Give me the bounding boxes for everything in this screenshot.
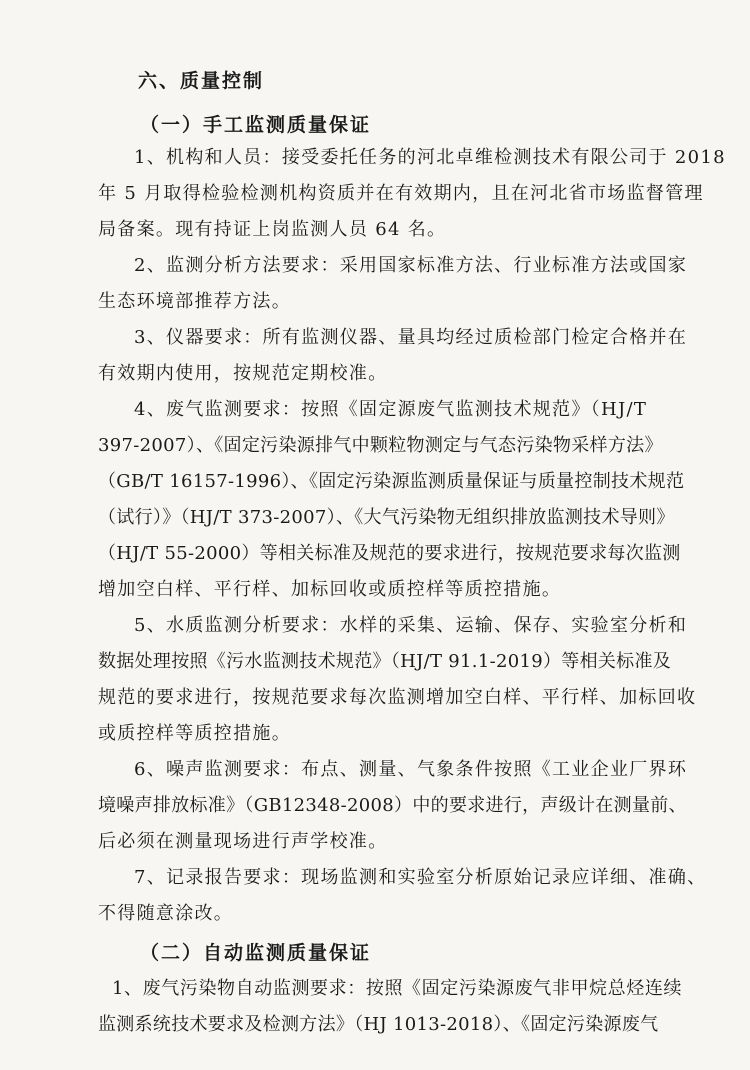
paragraph-line: 不得随意涂改。 bbox=[98, 903, 234, 924]
section-heading: 六、质量控制 bbox=[138, 70, 265, 92]
paragraph-line: 有效期内使用，按规范定期校准。 bbox=[98, 363, 388, 384]
paragraph-line: 年 5 月取得检验检测机构资质并在有效期内，且在河北省市场监督管理 bbox=[98, 183, 704, 204]
paragraph-line: 数据处理按照《污水监测技术规范》（HJ/T 91.1-2019）等相关标准及 bbox=[98, 651, 672, 672]
paragraph-line: 4、废气监测要求：按照《固定源废气监测技术规范》（HJ/T bbox=[134, 399, 648, 420]
paragraph-line: 7、记录报告要求：现场监测和实验室分析原始记录应详细、准确、 bbox=[134, 867, 707, 888]
paragraph-line: 1、废气污染物自动监测要求：按照《固定污染源废气非甲烷总烃连续 bbox=[112, 978, 683, 999]
paragraph-line: 监测系统技术要求及检测方法》（HJ 1013-2018）、《固定污染源废气 bbox=[98, 1014, 659, 1035]
paragraph-line: 后必须在测量现场进行声学校准。 bbox=[98, 831, 388, 852]
paragraph-line: （GB/T 16157-1996）、《固定污染源监测质量保证与质量控制技术规范 bbox=[98, 471, 685, 492]
subsection-heading-manual: （一）手工监测质量保证 bbox=[140, 114, 372, 136]
paragraph-line: 6、噪声监测要求：布点、测量、气象条件按照《工业企业厂界环 bbox=[134, 759, 688, 780]
paragraph-line: （试行）》（HJ/T 373-2007）、《大气污染物无组织排放监测技术导则》 bbox=[98, 507, 675, 528]
paragraph-line: 境噪声排放标准》（GB12348-2008）中的要求进行，声级计在测量前、 bbox=[98, 795, 687, 816]
paragraph-line: 规范的要求进行，按规范要求每次监测增加空白样、平行样、加标回收 bbox=[98, 687, 697, 708]
paragraph-line: 增加空白样、平行样、加标回收或质控样等质控措施。 bbox=[98, 579, 562, 600]
paragraph-line: 或质控样等质控措施。 bbox=[98, 723, 291, 744]
paragraph-line: 局备案。现有持证上岗监测人员 64 名。 bbox=[98, 219, 447, 240]
paragraph-line: 3、仪器要求：所有监测仪器、量具均经过质检部门检定合格并在 bbox=[134, 327, 688, 348]
paragraph-line: 5、水质监测分析要求：水样的采集、运输、保存、实验室分析和 bbox=[134, 615, 688, 636]
paragraph-line: （HJ/T 55-2000）等相关标准及规范的要求进行，按规范要求每次监测 bbox=[98, 543, 681, 564]
subsection-heading-auto: （二）自动监测质量保证 bbox=[140, 942, 372, 964]
paragraph-line: 2、监测分析方法要求：采用国家标准方法、行业标准方法或国家 bbox=[134, 255, 688, 276]
paragraph-line: 1、机构和人员：接受委托任务的河北卓维检测技术有限公司于 2018 bbox=[134, 147, 726, 168]
paragraph-line: 生态环境部推荐方法。 bbox=[98, 291, 291, 312]
paragraph-line: 397-2007）、《固定污染源排气中颗粒物测定与气态污染物采样方法》 bbox=[98, 435, 663, 456]
